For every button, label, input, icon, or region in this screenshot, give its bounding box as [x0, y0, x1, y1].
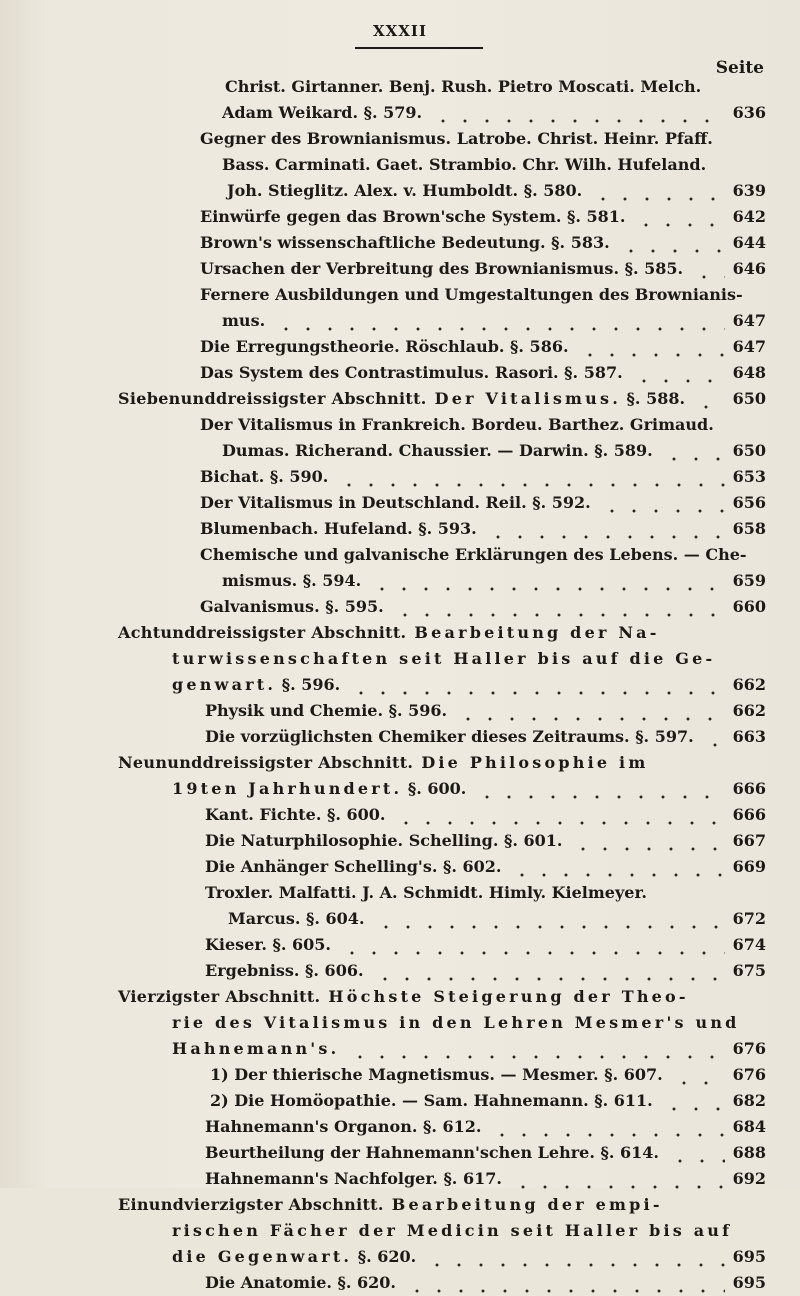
page-ref: 650	[732, 389, 766, 408]
dot-leader	[601, 490, 725, 516]
chapter-label: Einundvierzigster Abschnitt.	[118, 1195, 384, 1214]
toc-entry	[0, 516, 800, 542]
toc-entry	[0, 958, 800, 984]
page-ref: 672	[732, 909, 766, 928]
toc-entry	[0, 724, 800, 750]
entry-text: Physik und Chemie. §. 596.	[205, 701, 448, 720]
toc-chapter-heading	[0, 750, 800, 776]
entry-text: Christ. Girtanner. Benj. Rush. Pietro Moscati. Melch.	[225, 77, 702, 96]
spaced-text: rischen Fächer der Medicin seit Haller bis auf	[172, 1221, 733, 1240]
toc-entry	[0, 880, 800, 906]
dot-leader	[695, 386, 725, 412]
chapter-label: Siebenunddreissigster Abschnitt.	[118, 389, 427, 408]
page-ref: 653	[732, 467, 766, 486]
toc-entry	[0, 1036, 800, 1062]
entry-text: Galvanismus. §. 595.	[200, 597, 384, 616]
spaced-text: die Gegenwart.	[172, 1247, 353, 1266]
header-rule	[355, 47, 483, 49]
toc-entry	[0, 178, 800, 204]
section-ref: §. 588.	[620, 389, 686, 408]
chapter-subject-continued	[172, 1010, 740, 1036]
entry-text: Das System des Contrastimulus. Rasori. §. 587.	[200, 363, 623, 382]
toc-entry	[0, 1114, 800, 1140]
chapter-title	[118, 984, 689, 1010]
toc-entry	[0, 1010, 800, 1036]
entry-text: Der Vitalismus in Deutschland. Reil. §. 592.	[200, 493, 591, 512]
toc-entry	[0, 152, 800, 178]
entry-text: Brown's wissenschaftliche Bedeutung. §. 583.	[200, 233, 610, 252]
dot-leader	[476, 776, 725, 802]
toc-entry	[0, 464, 800, 490]
spaced-text: 19ten Jahrhundert.	[172, 779, 403, 798]
page-ref: 674	[732, 935, 766, 954]
entry-text: Blumenbach. Hufeland. §. 593.	[200, 519, 477, 538]
chapter-subject: Die Philosophie im	[421, 753, 649, 772]
toc-entry	[0, 1140, 800, 1166]
toc-entry	[0, 308, 800, 334]
toc-entry	[0, 230, 800, 256]
toc-entry	[0, 256, 800, 282]
page-ref: 636	[732, 103, 766, 122]
dot-leader	[350, 672, 725, 698]
page-ref: 695	[732, 1273, 766, 1292]
toc-entry	[0, 1244, 800, 1270]
dot-leader	[512, 1166, 725, 1192]
toc-chapter-heading	[0, 620, 800, 646]
entry-text: Dumas. Richerand. Chaussier. — Darwin. §. 589.	[222, 441, 653, 460]
toc-entry	[0, 1166, 800, 1192]
dot-leader	[457, 698, 725, 724]
chapter-subject: Der Vitalismus.	[434, 389, 621, 408]
dot-leader	[579, 334, 725, 360]
entry-text: Ursachen der Verbreitung des Brownianismus. §. 585.	[200, 259, 684, 278]
dot-leader	[374, 958, 725, 984]
toc-entry	[0, 698, 800, 724]
entry-text: Beurtheilung der Hahnemann'schen Lehre. §. 614.	[205, 1143, 659, 1162]
spaced-text: rie des Vitalismus in den Lehren Mesmer's und	[172, 1013, 740, 1032]
toc-entry	[0, 594, 800, 620]
toc-entry	[0, 542, 800, 568]
toc-entry	[0, 932, 800, 958]
dot-leader	[432, 100, 725, 126]
dot-leader	[426, 1244, 725, 1270]
entry-text: Troxler. Malfatti. J. A. Schmidt. Himly. Kielmeyer.	[205, 883, 647, 902]
dot-leader	[491, 1114, 725, 1140]
page-ref: 676	[732, 1065, 766, 1084]
toc-entry	[0, 126, 800, 152]
table-of-contents	[0, 74, 800, 1296]
page-ref: 688	[732, 1143, 766, 1162]
page-ref: 659	[732, 571, 766, 590]
toc-entry	[0, 906, 800, 932]
entry-text: mismus. §. 594.	[222, 571, 362, 590]
page-ref: 650	[732, 441, 766, 460]
page-ref: 662	[732, 701, 766, 720]
toc-entry	[0, 672, 800, 698]
section-ref: §. 596.	[276, 675, 341, 694]
spaced-text: genwart.	[172, 675, 277, 694]
toc-entry	[0, 854, 800, 880]
page-ref: 684	[732, 1117, 766, 1136]
toc-chapter-heading	[0, 1192, 800, 1218]
toc-entry	[0, 100, 800, 126]
dot-leader	[635, 204, 725, 230]
chapter-subject: Bearbeitung der Na-	[414, 623, 660, 642]
chapter-subject-continued	[172, 1218, 732, 1244]
dot-leader	[572, 828, 725, 854]
chapter-label: Achtunddreissigster Abschnitt.	[118, 623, 407, 642]
entry-text: Die Anhänger Schelling's. §. 602.	[205, 857, 502, 876]
dot-leader	[663, 1088, 725, 1114]
page-ref: 647	[732, 337, 766, 356]
toc-chapter-heading	[0, 984, 800, 1010]
entry-text: Die Naturphilosophie. Schelling. §. 601.	[205, 831, 563, 850]
toc-entry	[0, 490, 800, 516]
entry-text: Kieser. §. 605.	[205, 935, 331, 954]
page-column-label: Seite	[715, 58, 764, 78]
toc-chapter-heading	[0, 386, 800, 412]
dot-leader	[371, 568, 725, 594]
entry-text: Die Erregungstheorie. Röschlaub. §. 586.	[200, 337, 569, 356]
toc-entry	[0, 74, 800, 100]
page-ref: 642	[732, 207, 766, 226]
toc-entry	[0, 828, 800, 854]
page-ref: 648	[732, 363, 766, 382]
dot-leader	[663, 438, 725, 464]
page-ref: 667	[732, 831, 766, 850]
dot-leader	[620, 230, 725, 256]
page-ref: 658	[732, 519, 766, 538]
page-ref: 676	[732, 1039, 766, 1058]
page-ref: 663	[732, 727, 766, 746]
page-ref: 669	[732, 857, 766, 876]
page-ref: 675	[732, 961, 766, 980]
dot-leader	[338, 464, 725, 490]
chapter-subject-continued	[172, 1244, 416, 1270]
dot-leader	[693, 256, 725, 282]
toc-entry	[0, 1088, 800, 1114]
entry-text: Bichat. §. 590.	[200, 467, 329, 486]
entry-text: Bass. Carminati. Gaet. Strambio. Chr. Wilh. Hufeland.	[222, 155, 707, 174]
toc-entry	[0, 776, 800, 802]
chapter-subject: Bearbeitung der empi-	[391, 1195, 663, 1214]
toc-entry	[0, 204, 800, 230]
entry-text: Joh. Stieglitz. Alex. v. Humboldt. §. 580.	[227, 181, 583, 200]
toc-entry	[0, 334, 800, 360]
dot-leader	[275, 308, 725, 334]
toc-entry	[0, 438, 800, 464]
entry-text: Ergebniss. §. 606.	[205, 961, 364, 980]
toc-entry	[0, 1062, 800, 1088]
dot-leader	[669, 1140, 725, 1166]
dot-leader	[341, 932, 725, 958]
entry-text: mus.	[222, 311, 266, 330]
dot-leader	[673, 1062, 725, 1088]
page-ref: 644	[732, 233, 766, 252]
dot-leader	[511, 854, 725, 880]
dot-leader	[394, 594, 725, 620]
chapter-label: Vierzigster Abschnitt.	[118, 987, 321, 1006]
dot-leader	[375, 906, 725, 932]
page-ref: 660	[732, 597, 766, 616]
entry-text: Die vorzüglichsten Chemiker dieses Zeitraums. §. 597.	[205, 727, 694, 746]
chapter-subject-continued	[172, 646, 715, 672]
toc-entry	[0, 360, 800, 386]
entry-text: Marcus. §. 604.	[228, 909, 365, 928]
dot-leader	[406, 1270, 725, 1296]
page-number: XXXII	[373, 22, 427, 40]
toc-entry	[0, 1218, 800, 1244]
chapter-title	[118, 386, 685, 412]
toc-entry	[0, 568, 800, 594]
dot-leader	[487, 516, 725, 542]
entry-text: Hahnemann's Nachfolger. §. 617.	[205, 1169, 502, 1188]
entry-text: Adam Weikard. §. 579.	[222, 103, 423, 122]
section-ref: §. 600.	[402, 779, 467, 798]
page-ref: 647	[732, 311, 766, 330]
page-ref: 695	[732, 1247, 766, 1266]
spaced-text: turwissenschaften seit Haller bis auf die Ge-	[172, 649, 716, 668]
chapter-label: Neununddreissigster Abschnitt.	[118, 753, 414, 772]
chapter-subject-continued	[172, 776, 466, 802]
page-ref: 682	[732, 1091, 766, 1110]
dot-leader	[704, 724, 725, 750]
entry-text: Hahnemann's Organon. §. 612.	[205, 1117, 482, 1136]
entry-text: Fernere Ausbildungen und Umgestaltungen des Brownianis-	[200, 285, 743, 304]
entry-text: Chemische und galvanische Erklärungen des Lebens. — Che-	[200, 545, 747, 564]
chapter-title	[118, 750, 648, 776]
chapter-subject-continued	[172, 672, 340, 698]
page-ref: 662	[732, 675, 766, 694]
dot-leader	[592, 178, 725, 204]
entry-text: Die Anatomie. §. 620.	[205, 1273, 396, 1292]
section-ref: §. 620.	[352, 1247, 417, 1266]
entry-text: Kant. Fichte. §. 600.	[205, 805, 386, 824]
toc-entry	[0, 282, 800, 308]
dot-leader	[395, 802, 725, 828]
spaced-text: Hahnemann's.	[172, 1039, 340, 1058]
toc-entry	[0, 802, 800, 828]
page-ref: 692	[732, 1169, 766, 1188]
entry-text: 1) Der thierische Magnetismus. — Mesmer. §. 607.	[210, 1065, 663, 1084]
page-ref: 639	[732, 181, 766, 200]
chapter-title	[118, 1192, 663, 1218]
entry-text: Der Vitalismus in Frankreich. Bordeu. Barthez. Grimaud.	[200, 415, 714, 434]
page-ref: 666	[732, 805, 766, 824]
dot-leader	[633, 360, 725, 386]
entry-text: 2) Die Homöopathie. — Sam. Hahnemann. §. 611.	[210, 1091, 653, 1110]
entry-text: Einwürfe gegen das Brown'sche System. §. 581.	[200, 207, 626, 226]
page-ref: 646	[732, 259, 766, 278]
toc-entry	[0, 412, 800, 438]
chapter-subject-continued	[172, 1036, 339, 1062]
toc-entry	[0, 1270, 800, 1296]
toc-entry	[0, 646, 800, 672]
dot-leader	[349, 1036, 725, 1062]
page-ref: 666	[732, 779, 766, 798]
entry-text: Gegner des Brownianismus. Latrobe. Christ. Heinr. Pfaff.	[200, 129, 713, 148]
chapter-title	[118, 620, 660, 646]
page-ref: 656	[732, 493, 766, 512]
chapter-subject: Höchste Steigerung der Theo-	[328, 987, 689, 1006]
